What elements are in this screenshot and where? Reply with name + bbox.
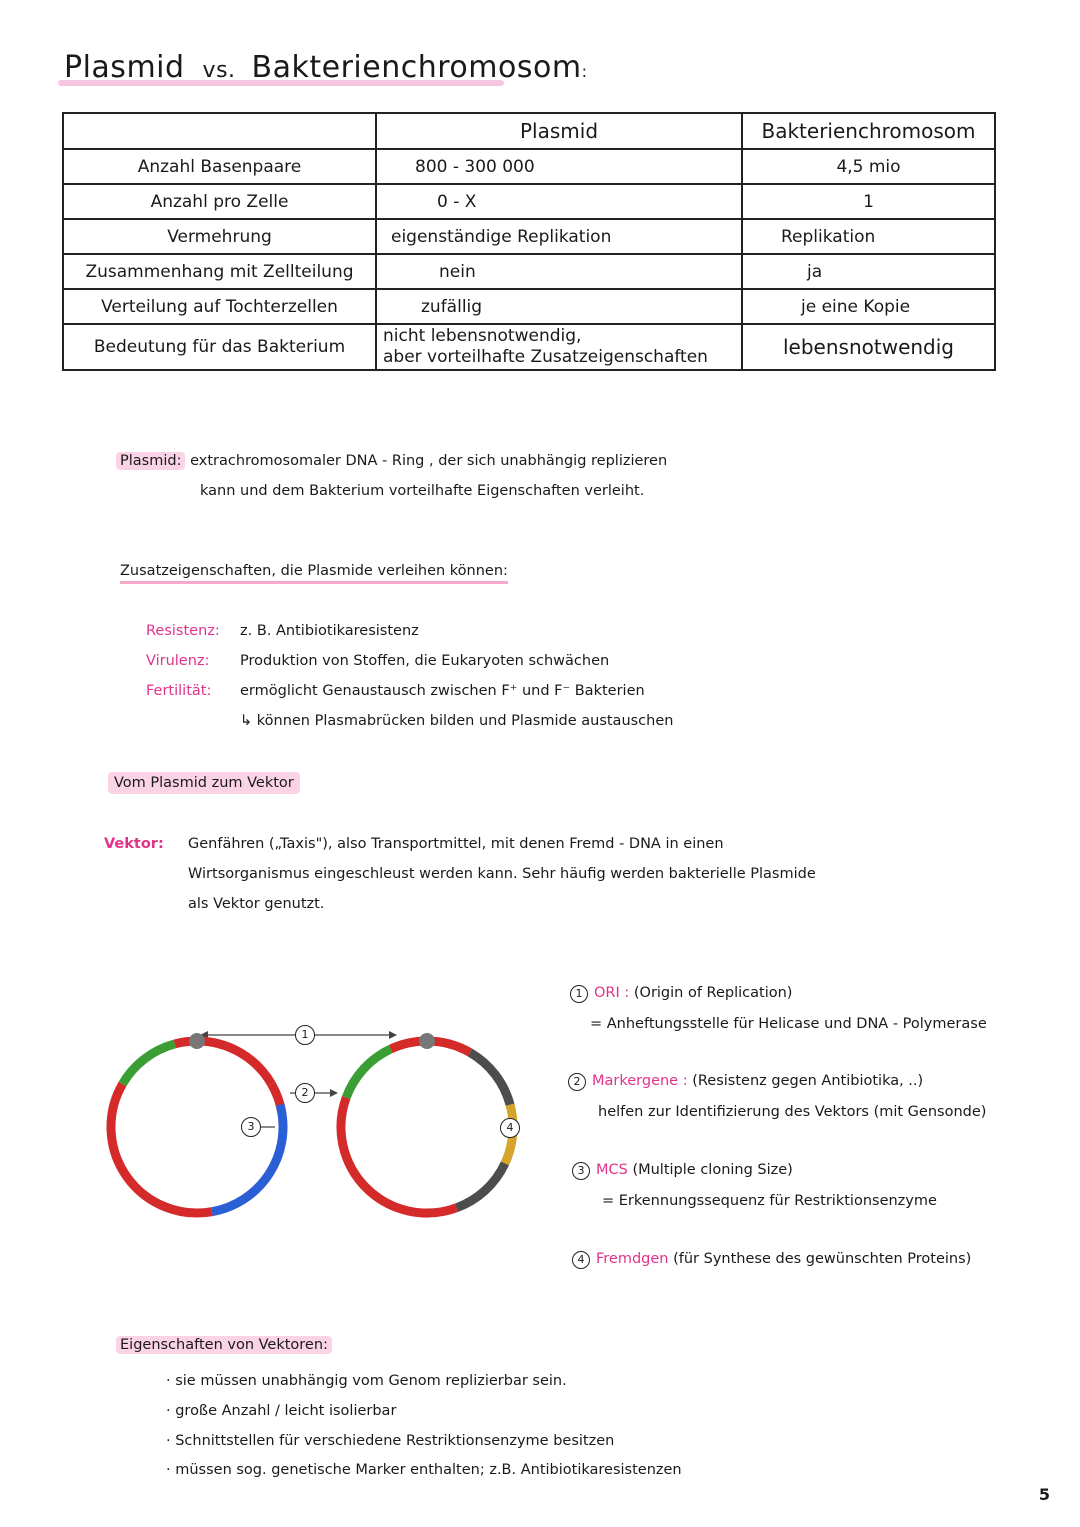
eigenschaften-heading bbox=[116, 1337, 332, 1353]
diagram-label-2: 2 bbox=[295, 1083, 315, 1103]
table-row bbox=[63, 254, 995, 289]
zusatz-sub: ↳ können Plasmabrücken bilden und Plasmide austauschen bbox=[240, 713, 674, 729]
eigenschaften-item-text: sie müssen unabhängig vom Genom replizierbar sein. bbox=[175, 1373, 567, 1389]
vektor-line1: Genfähren („Taxis"), also Transportmittel, mit denen Fremd - DNA in einen bbox=[188, 836, 724, 852]
definition-line2: kann und dem Bakterium vorteilhafte Eigenschaften verleiht. bbox=[200, 483, 645, 499]
row-label: Anzahl Basenpaare bbox=[63, 149, 376, 184]
eigenschaften-item-text: müssen sog. genetische Marker enthalten; z.B. Antibiotikaresistenzen bbox=[175, 1462, 682, 1478]
legend-num: 3 bbox=[572, 1162, 590, 1180]
plasmid-vector-diagram bbox=[90, 1015, 550, 1225]
comparison-table bbox=[62, 112, 996, 371]
eigenschaften-item: · sie müssen unabhängig vom Genom replizierbar sein. bbox=[166, 1373, 567, 1389]
ring-segment-red bbox=[341, 1098, 456, 1213]
diagram-label-4: 4 bbox=[500, 1118, 520, 1138]
row-label: Zusammenhang mit Zellteilung bbox=[63, 254, 376, 289]
zusatz-term: Resistenz: bbox=[146, 623, 220, 639]
zusatz-text: z. B. Antibiotikaresistenz bbox=[240, 623, 419, 639]
ring-segment-gray bbox=[470, 1053, 510, 1105]
table-header-empty bbox=[63, 113, 376, 149]
legend-term: ORI : bbox=[594, 985, 630, 1001]
cell-plasmid-line2: aber vorteilhafte Zusatzeigenschaften bbox=[383, 347, 708, 367]
cell-plasmid: 800 - 300 000 bbox=[376, 149, 742, 184]
table-row bbox=[63, 324, 995, 370]
zusatz-item-fertilitaet bbox=[146, 683, 645, 699]
ring-segment-green bbox=[123, 1044, 175, 1084]
zusatz-text: ermöglicht Genaustausch zwischen F⁺ und F⁻ Bakterien bbox=[240, 683, 645, 699]
ring-segment-red bbox=[197, 1041, 271, 1084]
cell-chromosome: 1 bbox=[742, 184, 995, 219]
ring-segment-red bbox=[111, 1084, 212, 1213]
zusatz-term: Virulenz: bbox=[146, 653, 210, 669]
eigenschaften-item: · Schnittstellen für verschiedene Restriktionsenzyme besitzen bbox=[166, 1433, 615, 1449]
cell-chromosome: je eine Kopie bbox=[742, 289, 995, 324]
legend-item-markergene bbox=[568, 1073, 923, 1091]
legend-text: (Multiple cloning Size) bbox=[632, 1162, 793, 1178]
zusatz-term: Fertilität: bbox=[146, 683, 212, 699]
vektor-heading-text: Vom Plasmid zum Vektor bbox=[108, 772, 300, 794]
plasmid-definition bbox=[116, 453, 667, 469]
eigenschaften-item-text: Schnittstellen für verschiedene Restriktionsenzyme besitzen bbox=[175, 1433, 615, 1449]
legend-text: (Resistenz gegen Antibiotika, ..) bbox=[692, 1073, 924, 1089]
legend-item-fremdgen bbox=[572, 1251, 971, 1269]
cell-chromosome: lebensnotwendig bbox=[742, 324, 995, 370]
legend-term: Markergene : bbox=[592, 1073, 688, 1089]
plasmid-ring-right bbox=[341, 1041, 513, 1213]
title-left: Plasmid bbox=[64, 50, 185, 85]
eigenschaften-item-text: große Anzahl / leicht isolierbar bbox=[175, 1403, 397, 1419]
eigenschaften-heading-text: Eigenschaften von Vektoren: bbox=[116, 1336, 332, 1354]
table-row bbox=[63, 149, 995, 184]
legend-item-ori bbox=[570, 985, 792, 1003]
cell-plasmid bbox=[376, 324, 742, 370]
legend-text: (Origin of Replication) bbox=[633, 985, 793, 1001]
diagram-label-1: 1 bbox=[295, 1025, 315, 1045]
legend-term: MCS bbox=[596, 1162, 628, 1178]
legend-sub: = Anheftungsstelle für Helicase und DNA - Polymerase bbox=[590, 1016, 987, 1032]
zusatz-item-virulenz bbox=[146, 653, 609, 669]
eigenschaften-item: · große Anzahl / leicht isolierbar bbox=[166, 1403, 397, 1419]
row-label: Bedeutung für das Bakterium bbox=[63, 324, 376, 370]
legend-item-mcs bbox=[572, 1162, 793, 1180]
table-row bbox=[63, 184, 995, 219]
cell-plasmid-line1: nicht lebensnotwendig, bbox=[383, 326, 582, 346]
title-right: Bakterienchromosom bbox=[251, 50, 582, 85]
legend-num: 4 bbox=[572, 1251, 590, 1269]
legend-num: 2 bbox=[568, 1073, 586, 1091]
legend-num: 1 bbox=[570, 985, 588, 1003]
vektor-heading bbox=[108, 775, 300, 791]
table-row bbox=[63, 289, 995, 324]
cell-plasmid: nein bbox=[376, 254, 742, 289]
cell-plasmid: 0 - X bbox=[376, 184, 742, 219]
cell-chromosome: Replikation bbox=[742, 219, 995, 254]
zusatz-heading: Zusatzeigenschaften, die Plasmide verleihen können: bbox=[120, 563, 508, 584]
table-header-chromosome: Bakterienchromosom bbox=[742, 113, 995, 149]
definition-line1: extrachromosomaler DNA - Ring , der sich unabhängig replizieren bbox=[190, 453, 668, 469]
zusatz-text: Produktion von Stoffen, die Eukaryoten schwächen bbox=[240, 653, 610, 669]
legend-sub: helfen zur Identifizierung des Vektors (mit Gensonde) bbox=[598, 1104, 987, 1120]
ring-segment-green bbox=[346, 1049, 390, 1098]
row-label: Verteilung auf Tochterzellen bbox=[63, 289, 376, 324]
table-header-plasmid: Plasmid bbox=[376, 113, 742, 149]
ori-knob-left bbox=[189, 1033, 205, 1049]
ori-knob-right bbox=[419, 1033, 435, 1049]
legend-term: Fremdgen bbox=[596, 1251, 669, 1267]
table-header-row bbox=[63, 113, 995, 149]
cell-chromosome: ja bbox=[742, 254, 995, 289]
zusatz-item-resistenz bbox=[146, 623, 419, 639]
row-label: Vermehrung bbox=[63, 219, 376, 254]
vektor-term: Vektor: bbox=[104, 836, 164, 852]
row-label: Anzahl pro Zelle bbox=[63, 184, 376, 219]
cell-chromosome: 4,5 mio bbox=[742, 149, 995, 184]
vektor-line3: als Vektor genutzt. bbox=[188, 896, 325, 912]
cell-plasmid: eigenständige Replikation bbox=[376, 219, 742, 254]
diagram-label-3: 3 bbox=[241, 1117, 261, 1137]
page-title: Plasmid vs. Bakterienchromosom: bbox=[64, 50, 588, 85]
table-row bbox=[63, 219, 995, 254]
ring-segment-gray bbox=[456, 1163, 505, 1207]
vektor-line2: Wirtsorganismus eingeschleust werden kann. Sehr häufig werden bakterielle Plasmide bbox=[188, 866, 816, 882]
title-vs: vs. bbox=[202, 58, 236, 83]
vektor-definition bbox=[104, 836, 724, 852]
eigenschaften-item: · müssen sog. genetische Marker enthalten; z.B. Antibiotikaresistenzen bbox=[166, 1462, 682, 1478]
legend-text: (für Synthese des gewünschten Proteins) bbox=[673, 1251, 972, 1267]
page-number: 5 bbox=[1038, 1485, 1050, 1504]
cell-plasmid: zufällig bbox=[376, 289, 742, 324]
definition-term: Plasmid: bbox=[116, 452, 185, 470]
legend-sub: = Erkennungssequenz für Restriktionsenzyme bbox=[602, 1193, 937, 1209]
